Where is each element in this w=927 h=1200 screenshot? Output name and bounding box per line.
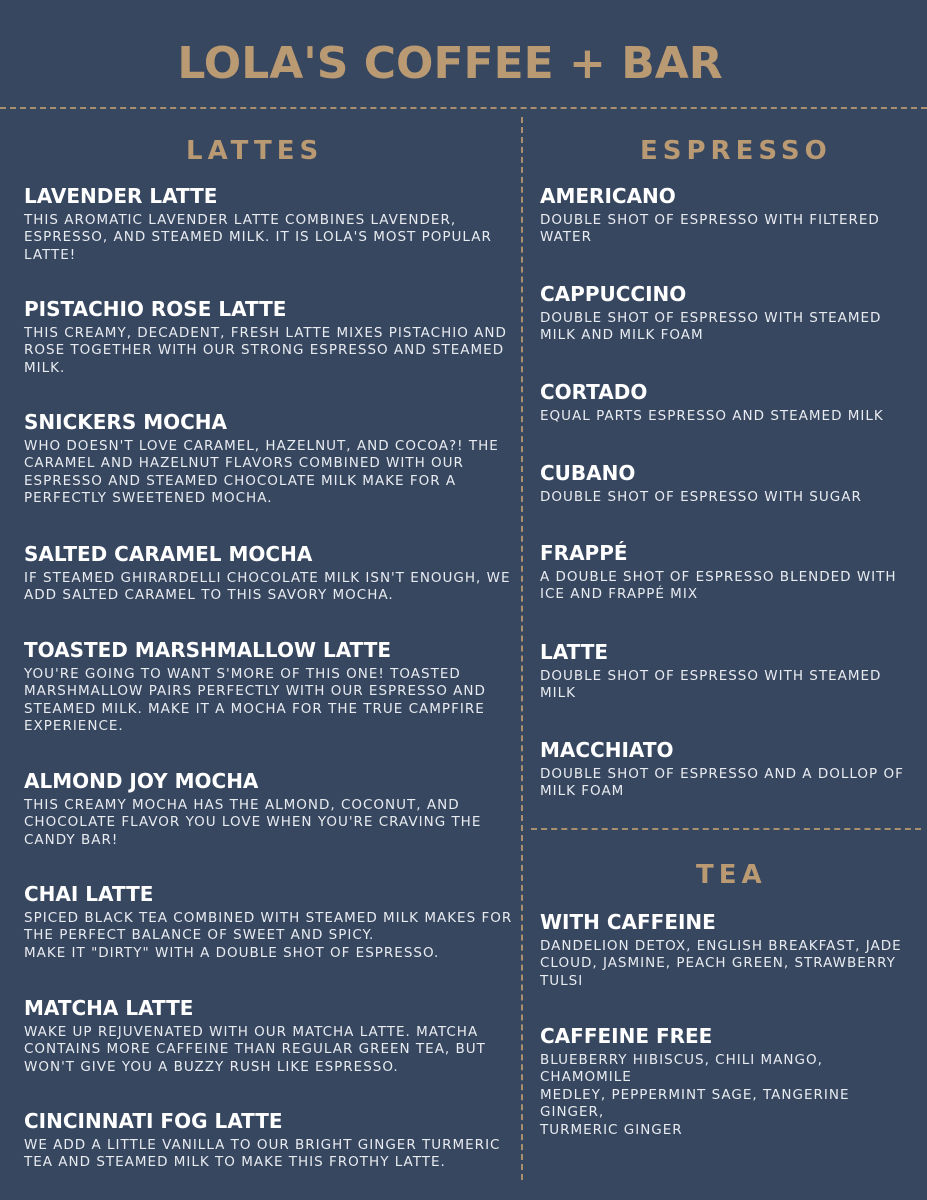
item-description: WE ADD A LITTLE VANILLA TO OUR BRIGHT GINGER TURMERIC TEA AND STEAMED MILK TO MAKE THIS FROTHY LATTE. bbox=[24, 1137, 501, 1171]
item-description: BLUEBERRY HIBISCUS, CHILI MANGO, CHAMOMILE MEDLEY, PEPPERMINT SAGE, TANGERINE GINGER, TURMERIC GINGER bbox=[540, 1052, 850, 1138]
item-description: DANDELION DETOX, ENGLISH BREAKFAST, JADE CLOUD, JASMINE, PEACH GREEN, STRAWBERRY TULSI bbox=[540, 938, 902, 989]
item-name: SNICKERS MOCHA bbox=[24, 410, 227, 434]
item-description: A DOUBLE SHOT OF ESPRESSO BLENDED WITH ICE AND FRAPPÉ MIX bbox=[540, 569, 897, 603]
item-description: EQUAL PARTS ESPRESSO AND STEAMED MILK bbox=[540, 408, 884, 424]
item-name: AMERICANO bbox=[540, 184, 676, 208]
item-name: CAPPUCCINO bbox=[540, 282, 687, 306]
menu-item-cortado bbox=[540, 380, 910, 425]
item-description: DOUBLE SHOT OF ESPRESSO WITH FILTERED WATER bbox=[540, 212, 880, 246]
menu-item-frappe bbox=[540, 541, 910, 604]
item-name: CINCINNATI FOG LATTE bbox=[24, 1109, 283, 1133]
item-description: THIS CREAMY MOCHA HAS THE ALMOND, COCONUT, AND CHOCOLATE FLAVOR YOU LOVE WHEN YOU'RE CRAVING THE CANDY BAR! bbox=[24, 797, 482, 848]
item-name: CUBANO bbox=[540, 461, 636, 485]
item-description: YOU'RE GOING TO WANT S'MORE OF THIS ONE! TOASTED MARSHMALLOW PAIRS PERFECTLY WITH OUR ESPRESSO AND STEAMED MILK. MAKE IT A MOCHA FOR THE TRUE CAMPFIRE EXPERIENCE. bbox=[24, 666, 486, 735]
item-name: LAVENDER LATTE bbox=[24, 184, 218, 208]
item-description: THIS AROMATIC LAVENDER LATTE COMBINES LAVENDER, ESPRESSO, AND STEAMED MILK. IT IS LOLA'S MOST POPULAR LATTE! bbox=[24, 212, 492, 263]
item-description: DOUBLE SHOT OF ESPRESSO AND A DOLLOP OF MILK FOAM bbox=[540, 766, 904, 800]
item-name: LATTE bbox=[540, 640, 609, 664]
item-description: WAKE UP REJUVENATED WITH OUR MATCHA LATTE. MATCHA CONTAINS MORE CAFFEINE THAN REGULAR GREEN TEA, BUT WON'T GIVE YOU A BUZZY RUSH LIKE ESPRESSO. bbox=[24, 1024, 486, 1075]
column-divider bbox=[521, 117, 523, 1180]
menu-item-macchiato bbox=[540, 738, 910, 801]
menu-item-cappuccino bbox=[540, 282, 910, 345]
item-description: THIS CREAMY, DECADENT, FRESH LATTE MIXES PISTACHIO AND ROSE TOGETHER WITH OUR STRONG ESPRESSO AND STEAMED MILK. bbox=[24, 325, 507, 376]
item-description: DOUBLE SHOT OF ESPRESSO WITH STEAMED MILK bbox=[540, 668, 882, 702]
menu-item-latte bbox=[540, 640, 910, 703]
menu-item-salted-caramel-mocha bbox=[24, 542, 514, 605]
item-description: IF STEAMED GHIRARDELLI CHOCOLATE MILK ISN'T ENOUGH, WE ADD SALTED CARAMEL TO THIS SAVORY MOCHA. bbox=[24, 570, 511, 604]
item-description: WHO DOESN'T LOVE CARAMEL, HAZELNUT, AND COCOA?! THE CARAMEL AND HAZELNUT FLAVORS COMBINED WITH OUR ESPRESSO AND STEAMED CHOCOLATE MILK MAKE FOR A PERFECTLY SWEETENED MOCHA. bbox=[24, 438, 499, 507]
espresso-heading: ESPRESSO bbox=[640, 136, 832, 166]
menu-item-matcha-latte bbox=[24, 996, 514, 1076]
menu-item-lavender-latte bbox=[24, 184, 514, 264]
menu-item-cincinnati-fog-latte bbox=[24, 1109, 514, 1172]
menu-item-cubano bbox=[540, 461, 910, 506]
menu-item-americano bbox=[540, 184, 910, 247]
item-name: TOASTED MARSHMALLOW LATTE bbox=[24, 638, 392, 662]
menu-item-with-caffeine bbox=[540, 910, 910, 990]
item-name: CHAI LATTE bbox=[24, 882, 154, 906]
item-name: PISTACHIO ROSE LATTE bbox=[24, 297, 287, 321]
lattes-heading: LATTES bbox=[186, 136, 324, 166]
item-description: SPICED BLACK TEA COMBINED WITH STEAMED MILK MAKES FOR THE PERFECT BALANCE OF SWEET AND SPICY. MAKE IT "DIRTY" WITH A DOUBLE SHOT OF ESPRESSO. bbox=[24, 910, 513, 961]
menu-item-chai-latte bbox=[24, 882, 514, 962]
item-description: DOUBLE SHOT OF ESPRESSO WITH STEAMED MILK AND MILK FOAM bbox=[540, 310, 882, 344]
item-name: CORTADO bbox=[540, 380, 648, 404]
menu-item-toasted-marshmallow-latte bbox=[24, 638, 514, 736]
item-name: ALMOND JOY MOCHA bbox=[24, 769, 259, 793]
item-description: DOUBLE SHOT OF ESPRESSO WITH SUGAR bbox=[540, 489, 862, 505]
espresso-tea-divider bbox=[531, 828, 921, 830]
item-name: FRAPPÉ bbox=[540, 541, 628, 565]
page-title: LOLA'S COFFEE + BAR bbox=[177, 38, 723, 89]
menu-item-caffeine-free bbox=[540, 1024, 910, 1139]
item-name: SALTED CARAMEL MOCHA bbox=[24, 542, 313, 566]
tea-heading: TEA bbox=[696, 860, 767, 890]
header-divider bbox=[0, 107, 927, 109]
item-name: CAFFEINE FREE bbox=[540, 1024, 713, 1048]
item-name: MATCHA LATTE bbox=[24, 996, 194, 1020]
item-name: MACCHIATO bbox=[540, 738, 674, 762]
item-name: WITH CAFFEINE bbox=[540, 910, 716, 934]
menu-item-almond-joy-mocha bbox=[24, 769, 514, 849]
menu-item-pistachio-rose-latte bbox=[24, 297, 514, 377]
menu-item-snickers-mocha bbox=[24, 410, 514, 508]
